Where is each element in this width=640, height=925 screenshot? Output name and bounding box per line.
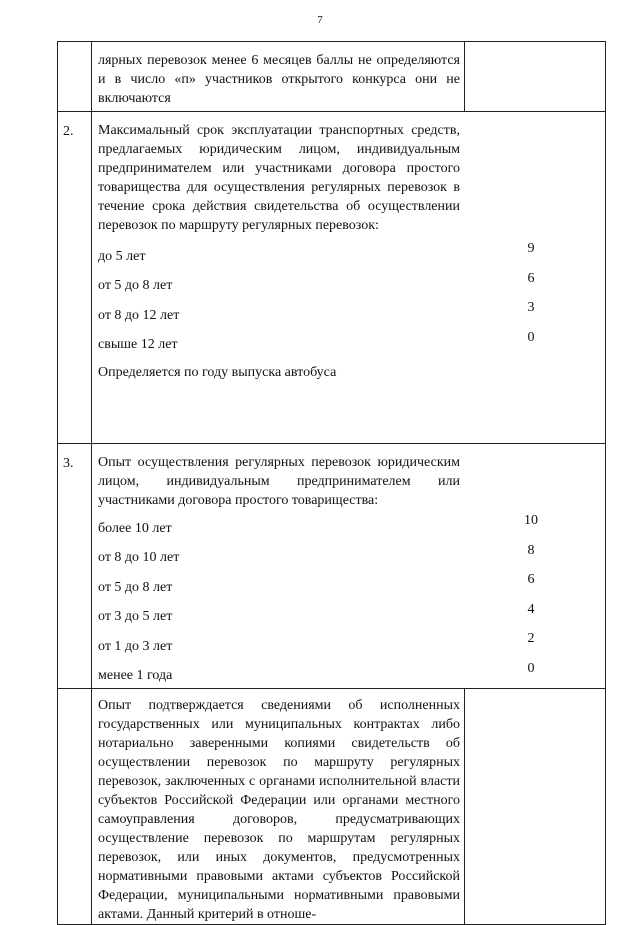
list-item bbox=[92, 511, 605, 541]
item-label: от 5 до 8 лет bbox=[98, 278, 173, 293]
item-score: 8 bbox=[527, 542, 535, 558]
table-row bbox=[58, 444, 606, 689]
table-row bbox=[58, 42, 606, 112]
list-item bbox=[92, 269, 605, 299]
table-row bbox=[58, 689, 606, 925]
row-number bbox=[58, 42, 92, 112]
score-cell bbox=[465, 689, 606, 925]
item-score: 0 bbox=[527, 660, 535, 676]
list-item bbox=[92, 600, 605, 630]
table-row bbox=[58, 112, 606, 444]
row-number: 3. bbox=[58, 444, 92, 689]
item-score: 6 bbox=[527, 270, 535, 286]
item-label: от 3 до 5 лет bbox=[98, 609, 173, 624]
criteria-table bbox=[57, 41, 606, 925]
list-item bbox=[92, 629, 605, 659]
item-label: свыше 12 лет bbox=[98, 337, 178, 352]
item-label: от 1 до 3 лет bbox=[98, 638, 173, 654]
item-score: 2 bbox=[527, 631, 535, 646]
list-item bbox=[92, 541, 605, 571]
item-label: более 10 лет bbox=[98, 520, 172, 536]
criterion-text: Максимальный срок эксплуатации транспортных средств, предлагаемых юридическим лицом, индивидуальным предпринимателем или участниками договора простого товарищества для осуществления регулярных перевозок в течение срока действия свидетельства об осуществлении перевозок по маршруту регулярных перевозок: bbox=[98, 123, 460, 233]
score-cell bbox=[465, 42, 606, 112]
criterion-text: Опыт осуществления регулярных перевозок юридическим лицом, индивидуальным предпринимателем или участниками договора простого товарищества: bbox=[98, 455, 460, 508]
list-item bbox=[92, 659, 605, 689]
list-item bbox=[92, 298, 605, 328]
item-score: 0 bbox=[527, 329, 535, 345]
item-label: от 8 до 12 лет bbox=[98, 307, 180, 323]
item-score: 10 bbox=[524, 513, 538, 528]
item-score: 4 bbox=[527, 601, 535, 617]
item-label: до 5 лет bbox=[98, 248, 146, 264]
list-item bbox=[92, 328, 605, 358]
item-label: менее 1 года bbox=[98, 668, 173, 683]
list-item bbox=[92, 570, 605, 600]
page-number: 7 bbox=[317, 14, 323, 26]
item-score: 9 bbox=[527, 241, 535, 256]
row-number: 2. bbox=[58, 112, 92, 444]
criterion-text: лярных перевозок менее 6 месяцев баллы не определяются и в число «п» участников открытого конкурса они не включаются bbox=[98, 53, 460, 106]
list-item bbox=[92, 239, 605, 269]
item-label: от 5 до 8 лет bbox=[98, 579, 173, 595]
row-number bbox=[58, 689, 92, 925]
item-score: 6 bbox=[527, 572, 535, 587]
criterion-note: Определяется по году выпуска автобуса bbox=[98, 365, 337, 380]
item-score: 3 bbox=[527, 300, 535, 315]
item-label: от 8 до 10 лет bbox=[98, 550, 180, 565]
criterion-text: Опыт подтверждается сведениями об исполненных государственных или муниципальных контрактах либо нотариально заверенными копиями свидетельств об осуществлении перевозок по маршруту регулярных перевозок, заключенных с органами исполнительной власти субъектов Российской Федерации или органами местного самоуправления договоров, предусматривающих осуществление перевозок по маршрутам регулярных перевозок, или иных документов, предусмотренных нормативными правовыми актами субъектов Российской Федерации, муниципальными нормативными правовыми актами. Данный критерий в отноше- bbox=[98, 698, 460, 922]
